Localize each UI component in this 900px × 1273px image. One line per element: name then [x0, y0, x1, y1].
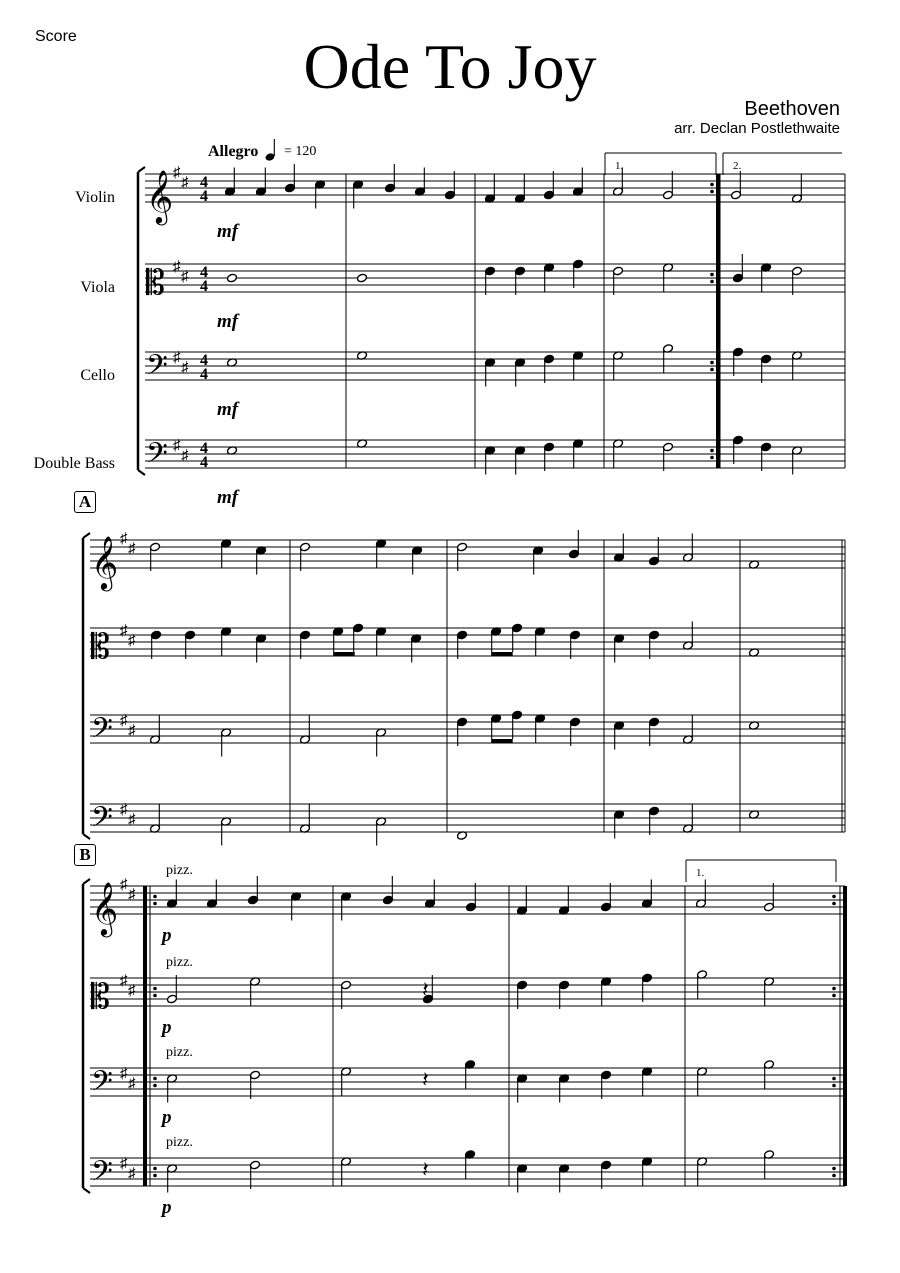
sharp-icon: ♯ [128, 633, 136, 649]
beam [492, 652, 513, 656]
sharp-icon: ♯ [120, 531, 128, 547]
treble-clef-icon: 𝄞 [146, 171, 174, 222]
repeat-dot [153, 902, 157, 906]
repeat-dot [153, 987, 157, 991]
bass-clef-icon: 𝄢 [91, 803, 113, 840]
sharp-icon: ♯ [173, 259, 181, 275]
dynamic-marking: mf [217, 399, 239, 420]
rehearsal-mark-a: A [74, 491, 96, 513]
system-bracket [83, 1188, 90, 1193]
repeat-dot [153, 1174, 157, 1178]
instrument-label-violin: Violin [75, 189, 115, 206]
time-signature-top: 4 [200, 264, 208, 281]
repeat-dot [153, 1077, 157, 1081]
sharp-icon: ♯ [173, 350, 181, 366]
dynamic-marking: p [162, 1107, 172, 1128]
repeat-dot [710, 368, 714, 372]
system-bracket [138, 470, 145, 475]
sharp-icon: ♯ [128, 723, 136, 739]
bass-clef-icon: 𝄢 [146, 439, 168, 476]
sharp-icon: ♯ [120, 973, 128, 989]
repeat-dot [153, 1084, 157, 1088]
dynamic-marking: mf [217, 311, 239, 332]
sharp-icon: ♯ [120, 713, 128, 729]
quarter-rest-icon: 𝄽 [422, 1157, 429, 1182]
score-label: Score [35, 28, 77, 45]
bass-clef-icon: 𝄢 [91, 1067, 113, 1104]
volta-label: 1. [696, 867, 705, 879]
repeat-dot [153, 895, 157, 899]
quarter-rest-icon: 𝄽 [422, 1067, 429, 1092]
rehearsal-mark-b: B [74, 844, 96, 866]
bass-clef-icon: 𝄢 [91, 1157, 113, 1194]
repeat-dot [832, 902, 836, 906]
repeat-dot [710, 280, 714, 284]
repeat-dot [832, 1077, 836, 1081]
system-bracket [138, 167, 145, 172]
dynamic-marking: p [162, 925, 172, 946]
repeat-dot [710, 183, 714, 187]
tempo-marking: Allegro [208, 143, 259, 160]
sharp-icon: ♯ [181, 448, 189, 464]
arranger: arr. Declan Postlethwaite [674, 120, 840, 137]
composer: Beethoven [744, 98, 840, 120]
pizz-marking: pizz. [166, 1045, 193, 1060]
time-signature-bottom: 4 [200, 366, 208, 383]
treble-clef-icon: 𝄞 [91, 537, 119, 588]
repeat-dot [832, 1084, 836, 1088]
score-title: Ode To Joy [303, 31, 597, 102]
bass-clef-icon: 𝄢 [146, 351, 168, 388]
instrument-label-viola: Viola [80, 279, 115, 296]
repeat-dot [832, 994, 836, 998]
sharp-icon: ♯ [128, 541, 136, 557]
sharp-icon: ♯ [181, 269, 189, 285]
repeat-dot [710, 449, 714, 453]
repeat-dot [710, 190, 714, 194]
sharp-icon: ♯ [128, 1166, 136, 1182]
dynamic-marking: p [162, 1017, 172, 1038]
sharp-icon: ♯ [120, 802, 128, 818]
quarter-rest-icon: 𝄽 [422, 977, 429, 1002]
treble-clef-icon: 𝄞 [91, 883, 119, 934]
alto-clef-icon: 𝄡 [146, 265, 165, 302]
system-bracket [83, 879, 90, 884]
repeat-dot [710, 273, 714, 277]
repeat-dot [832, 1167, 836, 1171]
dynamic-marking: p [162, 1197, 172, 1218]
repeat-dot [832, 987, 836, 991]
sharp-icon: ♯ [128, 983, 136, 999]
sharp-icon: ♯ [128, 812, 136, 828]
sharp-icon: ♯ [128, 1076, 136, 1092]
alto-clef-icon: 𝄡 [91, 979, 110, 1016]
sharp-icon: ♯ [120, 623, 128, 639]
time-signature-bottom: 4 [200, 278, 208, 295]
pizz-marking: pizz. [166, 955, 193, 970]
instrument-label-cello: Cello [80, 367, 115, 384]
sharp-icon: ♯ [181, 360, 189, 376]
sharp-icon: ♯ [173, 165, 181, 181]
note-head [357, 273, 368, 283]
system-bracket [83, 533, 90, 538]
tempo-value: = 120 [284, 144, 317, 159]
dynamic-marking: mf [217, 487, 239, 508]
time-signature-bottom: 4 [200, 188, 208, 205]
time-signature-top: 4 [200, 440, 208, 457]
system-bracket [83, 834, 90, 839]
pizz-marking: pizz. [166, 863, 193, 878]
time-signature-bottom: 4 [200, 454, 208, 471]
note-head [227, 273, 238, 283]
volta-label: 1. [615, 160, 624, 172]
repeat-dot [153, 1167, 157, 1171]
sharp-icon: ♯ [120, 1066, 128, 1082]
dynamic-marking: mf [217, 221, 239, 242]
time-signature-top: 4 [200, 352, 208, 369]
repeat-dot [832, 895, 836, 899]
repeat-dot [832, 1174, 836, 1178]
bass-clef-icon: 𝄢 [91, 714, 113, 751]
pizz-marking: pizz. [166, 1135, 193, 1150]
sharp-icon: ♯ [120, 877, 128, 893]
repeat-dot [710, 361, 714, 365]
volta-label: 2. [733, 160, 742, 172]
repeat-dot [710, 456, 714, 460]
beam [334, 652, 355, 656]
alto-clef-icon: 𝄡 [91, 629, 110, 666]
instrument-label-double-bass: Double Bass [33, 455, 115, 472]
repeat-dot [153, 994, 157, 998]
time-signature-top: 4 [200, 174, 208, 191]
sharp-icon: ♯ [181, 175, 189, 191]
sharp-icon: ♯ [128, 887, 136, 903]
sharp-icon: ♯ [120, 1156, 128, 1172]
sharp-icon: ♯ [173, 438, 181, 454]
beam [492, 739, 513, 743]
